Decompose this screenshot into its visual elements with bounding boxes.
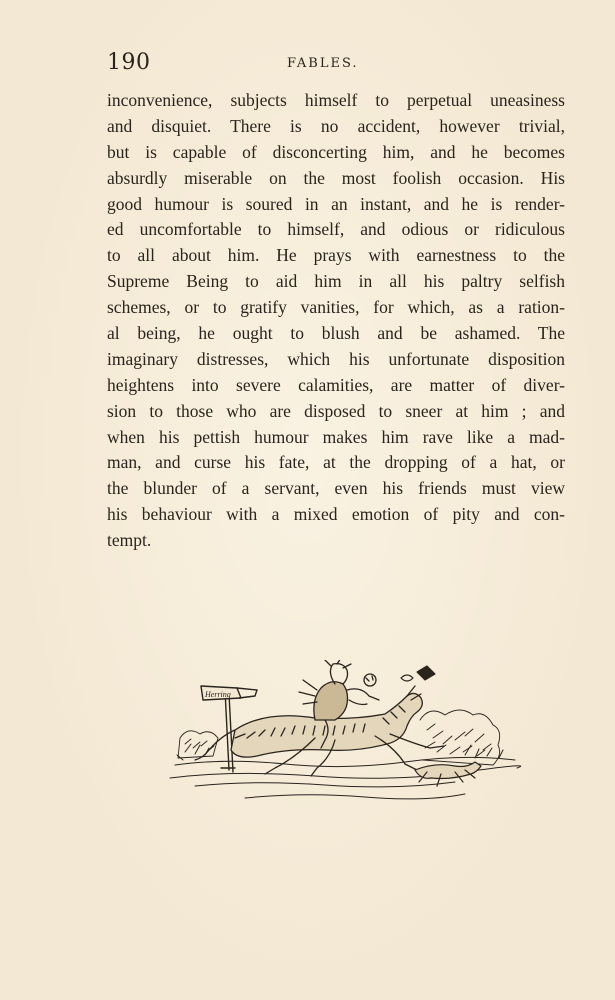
text-line: tempt. — [107, 530, 152, 551]
page-number: 190 — [107, 50, 151, 75]
body-text — [107, 88, 565, 554]
text-line: imaginary distresses, which his unfortunate disposition — [107, 348, 565, 369]
text-line: when his pettish humour makes him rave like a mad- — [107, 426, 565, 447]
text-line: absurdly miserable on the most foolish occasion. His — [107, 167, 565, 188]
text-line: man, and curse his fate, at the dropping of a hat, or — [107, 452, 565, 473]
text-line: sion to those who are disposed to sneer at him ; and — [107, 400, 565, 421]
text-line: to all about him. He prays with earnestness to the — [107, 245, 565, 266]
page-header — [107, 50, 567, 80]
text-line: good humour is soured in an instant, and he is render- — [107, 193, 565, 214]
text-line: Supreme Being to aid him in all his paltry selfish — [107, 271, 565, 292]
text-line: his behaviour with a mixed emotion of pity and con- — [107, 504, 565, 525]
text-line: al being, he ought to blush and be ashamed. The — [107, 323, 565, 344]
text-line: heightens into severe calamities, are matter of diver- — [107, 374, 565, 395]
flying-hat — [401, 666, 435, 681]
signpost-text: Herring — [205, 690, 231, 699]
text-line: schemes, or to gratify vanities, for which, as a ration- — [107, 297, 565, 318]
text-line: and disquiet. There is no accident, however trivial, — [107, 115, 565, 136]
text-line: ed uncomfortable to himself, and odious or ridiculous — [107, 219, 565, 240]
running-head: FABLES. — [287, 56, 359, 71]
text-line: the blunder of a servant, even his friends must view — [107, 478, 565, 499]
text-line: but is capable of disconcerting him, and he becomes — [107, 141, 565, 162]
woodcut-vignette — [165, 660, 525, 810]
text-line: inconvenience, subjects himself to perpetual uneasiness — [107, 90, 565, 110]
